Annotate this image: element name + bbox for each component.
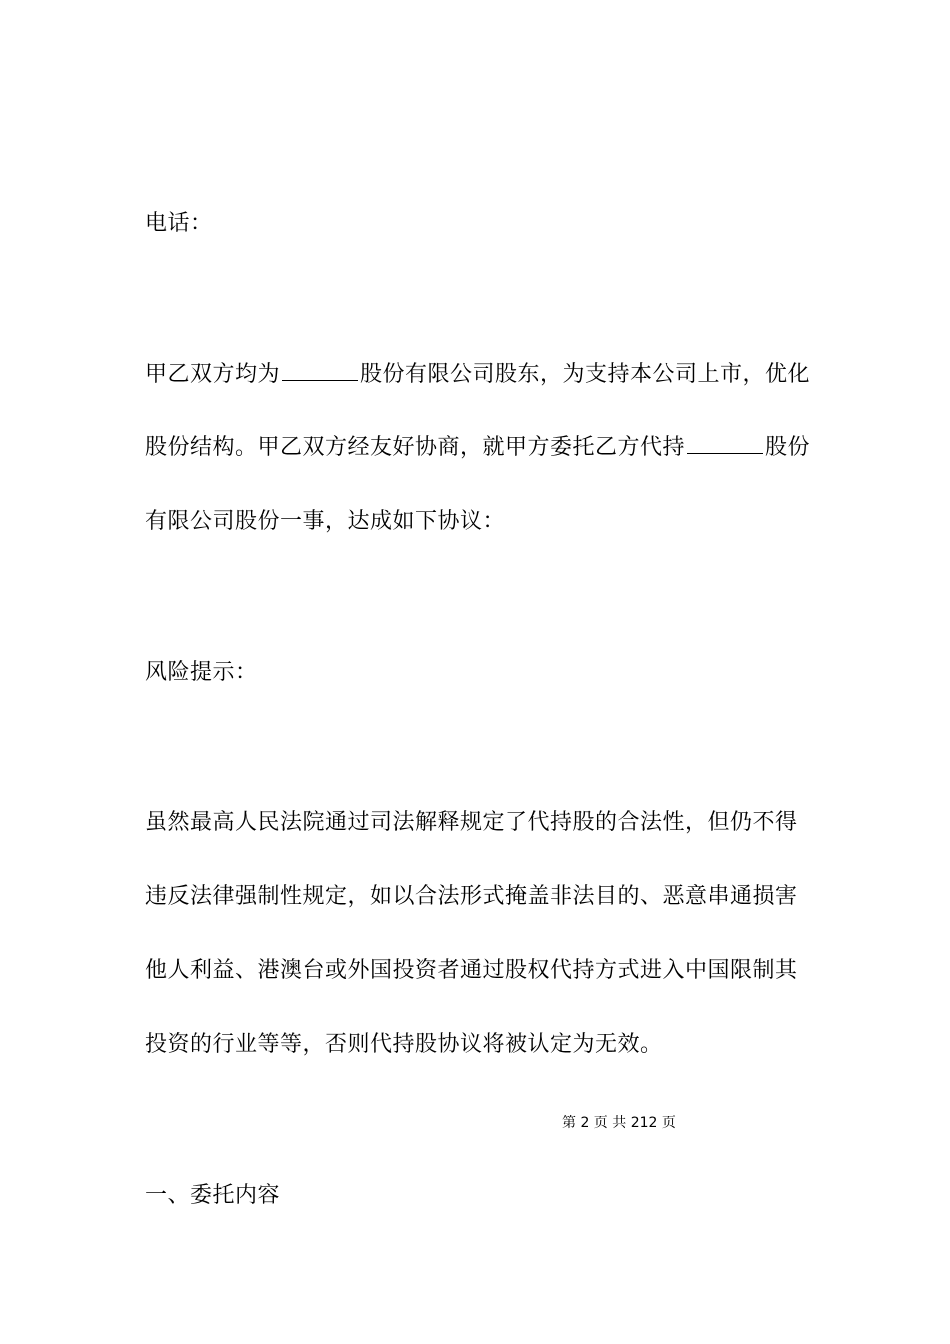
intro-text: 甲乙双方均为	[145, 362, 281, 387]
risk-line-1: 虽然最高人民法院通过司法解释规定了代持股的合法性，但仍不得	[145, 810, 798, 835]
company-name-blank	[282, 362, 358, 381]
section-heading: 一、委托内容	[145, 1183, 281, 1208]
intro-line-2	[145, 433, 810, 463]
risk-line-2: 违反法律强制性规定，如以合法形式掩盖非法目的、恶意串通损害	[145, 884, 798, 909]
intro-text: 股份	[765, 435, 811, 460]
intro-text: 股份有限公司股东，为支持本公司上市，优化	[360, 362, 811, 387]
intro-line-3: 有限公司股份一事，达成如下协议：	[145, 509, 506, 534]
risk-line-3: 他人利益、港澳台或外国投资者通过股权代持方式进入中国限制其	[145, 958, 798, 983]
risk-label: 风险提示：	[145, 660, 258, 685]
intro-text: 股份结构。甲乙双方经友好协商，就甲方委托乙方代持	[145, 435, 686, 460]
phone-label: 电话：	[145, 211, 213, 236]
company-name-blank	[687, 435, 763, 454]
intro-line-1	[145, 360, 810, 390]
risk-line-4: 投资的行业等等，否则代持股协议将被认定为无效。	[145, 1032, 663, 1057]
page-number-footer: 第 2 页 共 212 页	[562, 1115, 676, 1131]
